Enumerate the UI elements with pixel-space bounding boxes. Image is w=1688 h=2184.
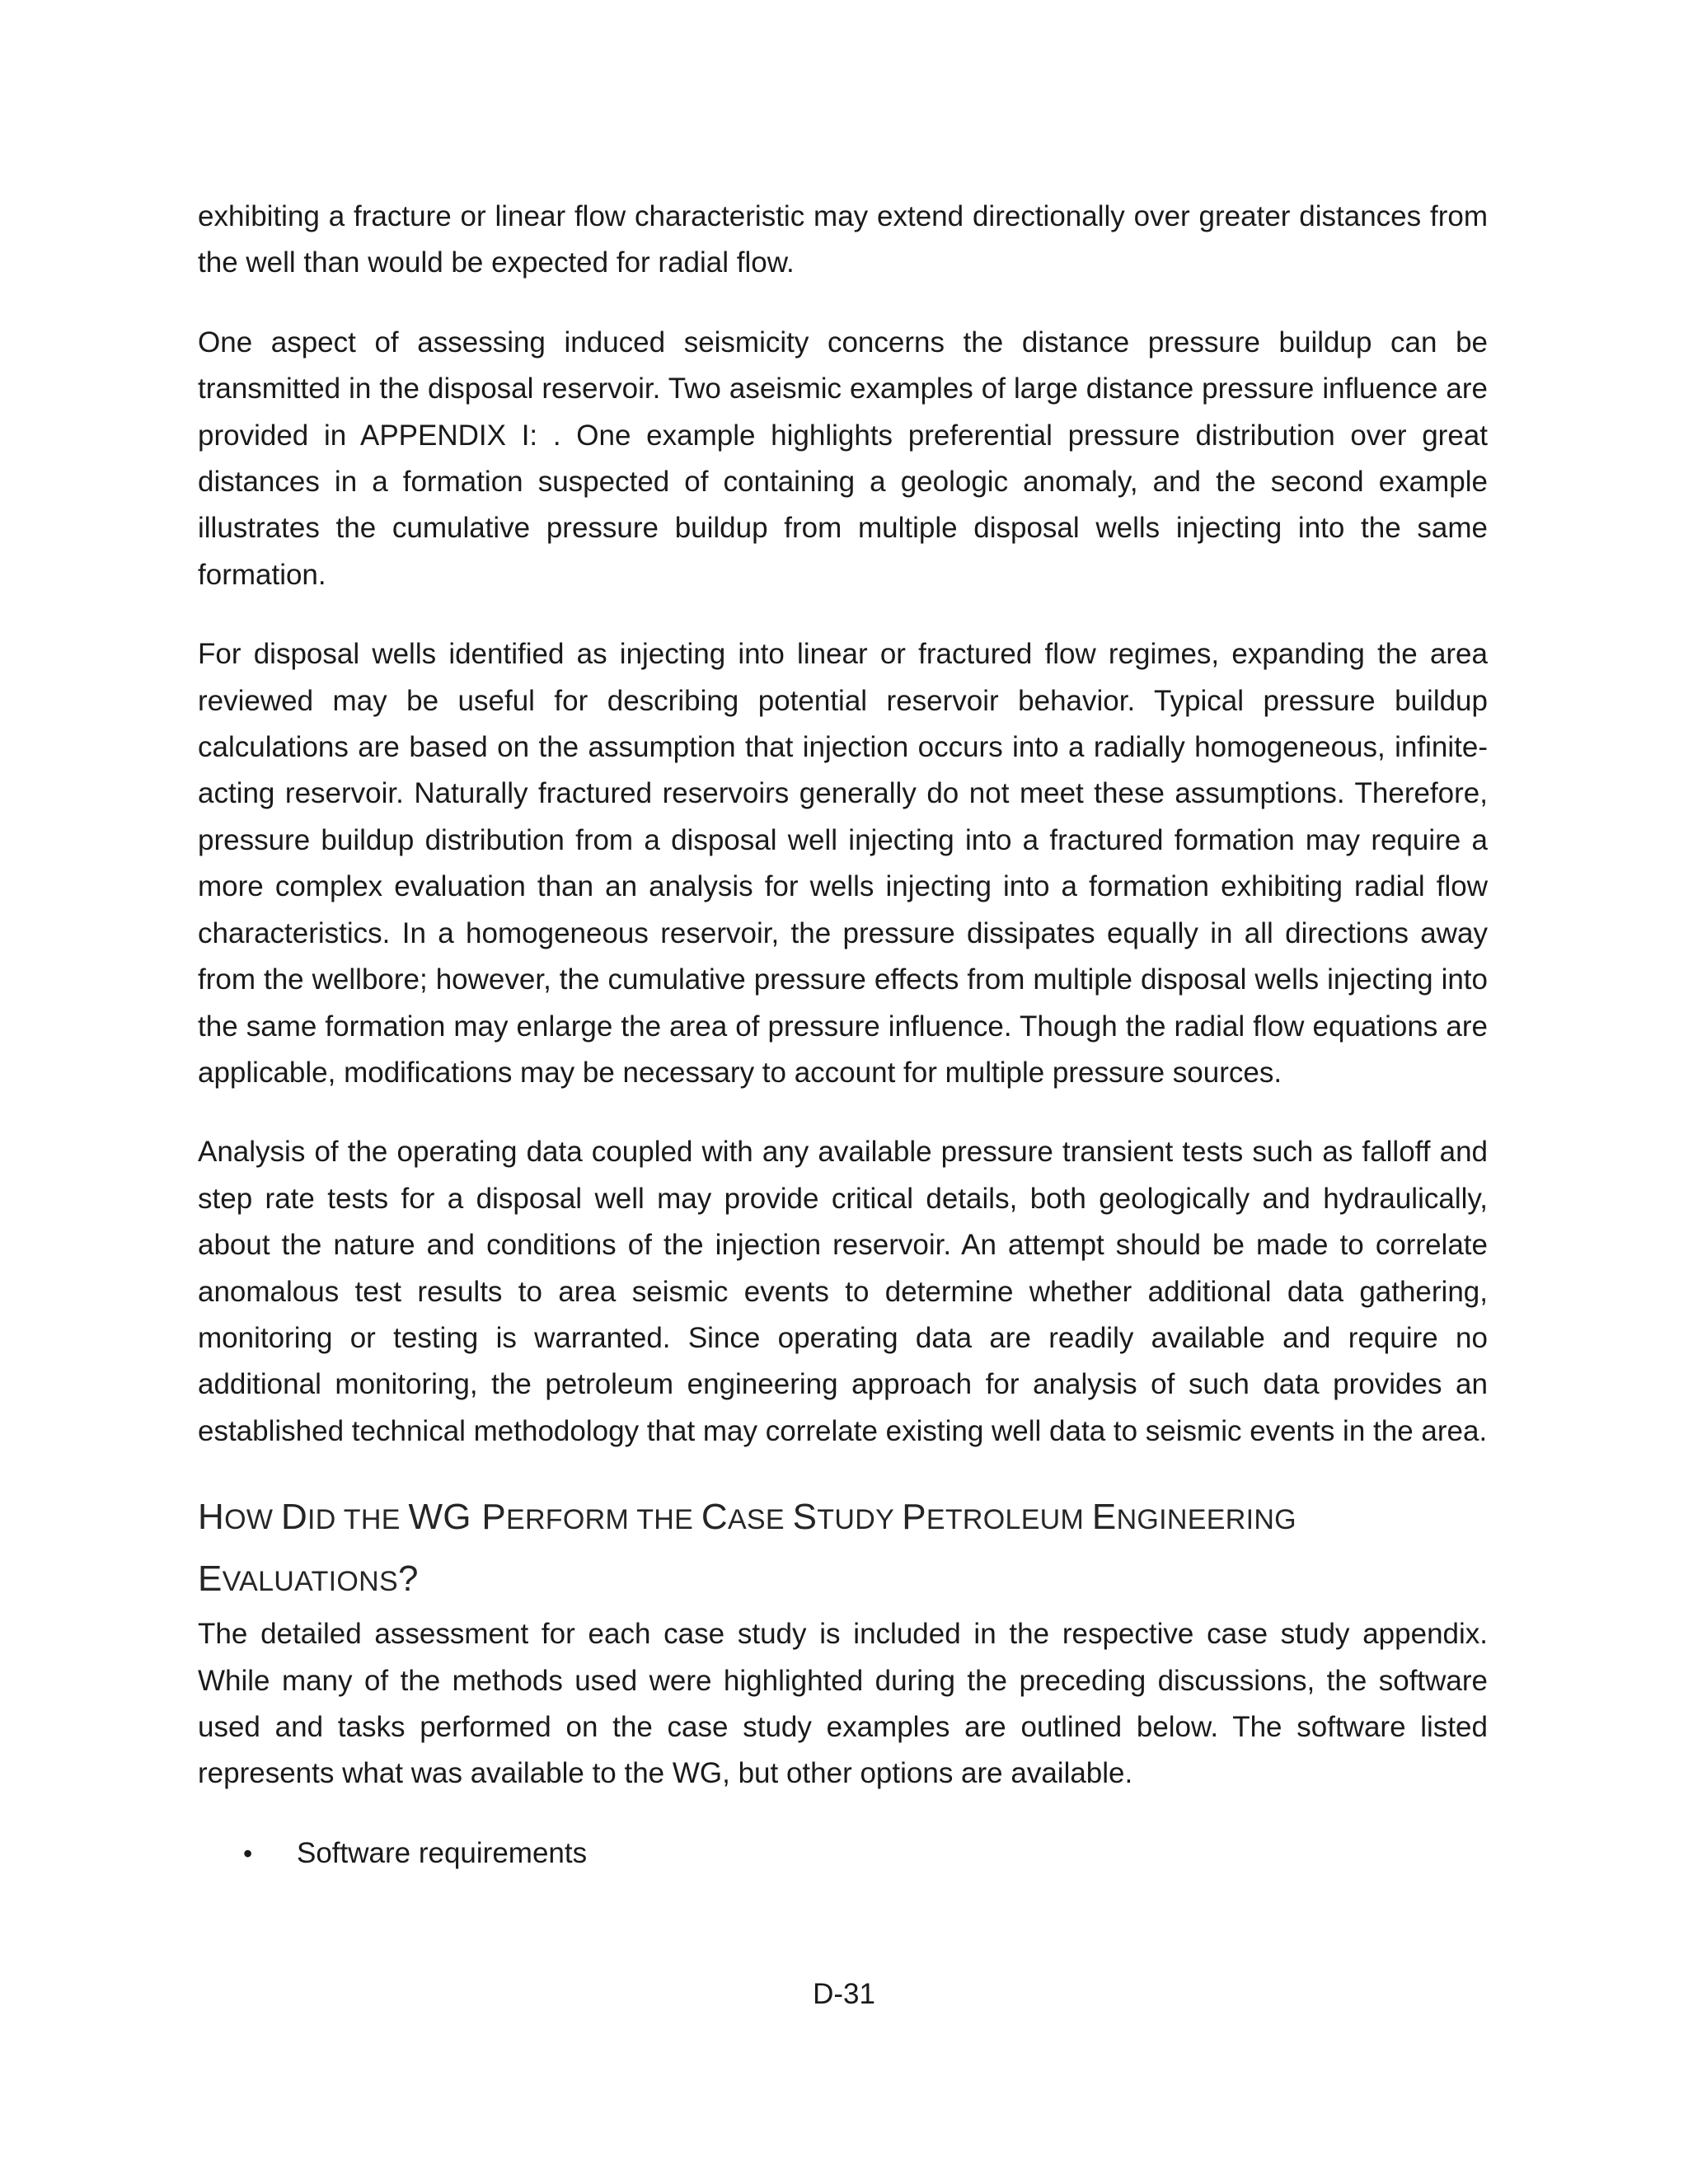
paragraph-radial-flow: exhibiting a fracture or linear flow characteristic may extend directionally over greater distances from the well than would be expected for radial flow. <box>198 200 1488 279</box>
heading-part: OW <box>224 1504 281 1536</box>
page-number: D-31 <box>813 1978 875 2010</box>
heading-part: E <box>1091 1497 1117 1538</box>
heading-part: ? <box>398 1558 419 1600</box>
section-heading <box>198 1488 1488 1611</box>
list-item-text: Software requirements <box>297 1836 588 1869</box>
heading-part: ID THE <box>307 1504 409 1536</box>
heading-part: S <box>792 1497 818 1538</box>
heading-part: H <box>198 1497 225 1538</box>
heading-part: P <box>902 1497 926 1538</box>
heading-part: D <box>280 1497 308 1538</box>
heading-part: ERFORM THE <box>505 1504 701 1536</box>
paragraph-case-study-assessment: The detailed assessment for each case study is included in the respective case study appendix. While many of the methods used were highlighted during the preceding discussions, the software used and tasks performed on the case study examples are outlined below. The software listed represents what was available to the WG, but other options are available. <box>198 1618 1488 1790</box>
page-body <box>198 194 1488 1877</box>
heading-part: NGINEERING <box>1116 1504 1296 1536</box>
heading-part: C <box>701 1497 728 1538</box>
bullet-list <box>198 1830 1488 1877</box>
paragraph-pressure-buildup-distance: One aspect of assessing induced seismicity concerns the distance pressure buildup can be transmitted in the disposal reservoir. Two aseismic examples of large distance pressure influence are provided in APPENDIX I: . One example highlights preferential pressure distribution over great distances in a formation suspected of containing a geologic anomaly, and the second example illustrates the cumulative pressure buildup from multiple disposal wells injecting into the same formation. <box>198 326 1488 591</box>
heading-part: ASE <box>727 1504 793 1536</box>
heading-part: E <box>198 1558 223 1600</box>
heading-part: TUDY <box>817 1504 903 1536</box>
heading-part: WG P <box>408 1497 506 1538</box>
heading-part: VALUATIONS <box>222 1566 398 1598</box>
bullet-marker: • <box>243 1838 253 1868</box>
list-item <box>198 1830 1488 1877</box>
paragraph-fractured-flow-regimes: For disposal wells identified as injecting into linear or fractured flow regimes, expanding the area reviewed may be useful for describing potential reservoir behavior. Typical pressure buildup calculations are based on the assumption that injection occurs into a radially homogeneous, infinite-acting reservoir. Naturally fractured reservoirs generally do not meet these assumptions. Therefore, pressure buildup distribution from a disposal well injecting into a fractured formation may require a more complex evaluation than an analysis for wells injecting into a formation exhibiting radial flow characteristics. In a homogeneous reservoir, the pressure dissipates equally in all directions away from the wellbore; however, the cumulative pressure effects from multiple disposal wells injecting into the same formation may enlarge the area of pressure influence. Though the radial flow equations are applicable, modifications may be necessary to account for multiple pressure sources. <box>198 638 1488 1089</box>
paragraph-operating-data-analysis: Analysis of the operating data coupled with any available pressure transient tests such as falloff and step rate tests for a disposal well may provide critical details, both geologically and hydraulically, about the nature and conditions of the injection reservoir. An attempt should be made to correlate anomalous test results to area seismic events to determine whether additional data gathering, monitoring or testing is warranted. Since operating data are readily available and require no additional monitoring, the petroleum engineering approach for analysis of such data provides an established technical methodology that may correlate existing well data to seismic events in the area. <box>198 1136 1488 1447</box>
heading-part: ETROLEUM <box>926 1504 1092 1536</box>
